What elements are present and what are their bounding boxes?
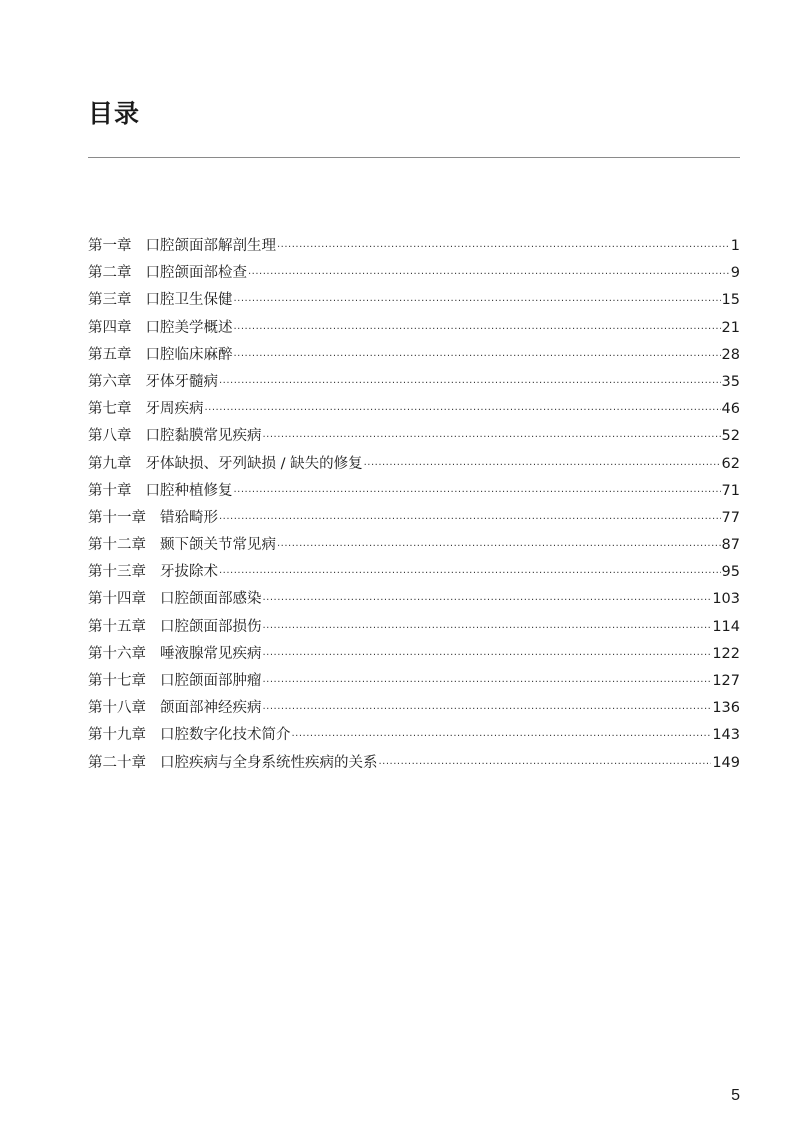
toc-entry[interactable]: [88, 451, 740, 478]
toc-dot-leader: [219, 370, 721, 397]
toc-page-number: 136: [712, 700, 740, 717]
toc-entry[interactable]: [88, 342, 740, 369]
table-of-contents: [88, 233, 740, 777]
toc-chapter-label: 第十六章: [88, 645, 146, 662]
toc-entry[interactable]: [88, 478, 740, 505]
toc-entry[interactable]: [88, 722, 740, 749]
toc-chapter-title: 牙周疾病: [145, 401, 204, 418]
toc-chapter-title: 唾液腺常见疾病: [160, 645, 262, 662]
toc-chapter-title: 口腔数字化技术简介: [160, 727, 291, 744]
toc-chapter-label: 第十九章: [88, 727, 146, 744]
toc-chapter-label: 第十四章: [88, 591, 146, 608]
toc-chapter-title: 牙体缺损、牙列缺损 / 缺失的修复: [145, 455, 363, 472]
toc-chapter-title: 口腔黏膜常见疾病: [145, 428, 262, 445]
title-divider: [88, 157, 740, 158]
toc-chapter-title: 口腔疾病与全身系统性疾病的关系: [160, 754, 378, 771]
toc-dot-leader: [263, 669, 712, 696]
toc-chapter-label: 第十八章: [88, 700, 146, 717]
toc-chapter-label: 第十二章: [88, 537, 146, 554]
toc-page-number: 122: [712, 645, 740, 662]
toc-chapter-label: 第五章: [88, 346, 132, 363]
toc-chapter-title: 错𬌗畸形: [160, 509, 218, 526]
page-number: 5: [731, 1087, 740, 1104]
toc-entry[interactable]: [88, 233, 740, 260]
toc-chapter-title: 口腔美学概述: [145, 319, 233, 336]
toc-entry[interactable]: [88, 695, 740, 722]
toc-chapter-title: 口腔颌面部检查: [145, 265, 247, 282]
toc-page-number: 21: [721, 319, 740, 336]
toc-chapter-title: 牙拔除术: [160, 564, 218, 581]
toc-page-number: 143: [712, 727, 740, 744]
toc-dot-leader: [379, 751, 712, 778]
toc-dot-leader: [234, 316, 721, 343]
toc-chapter-title: 口腔颌面部解剖生理: [145, 238, 276, 254]
toc-chapter-label: 第八章: [88, 428, 132, 445]
toc-dot-leader: [364, 452, 721, 479]
toc-entry[interactable]: [88, 641, 740, 668]
toc-page-number: 114: [712, 618, 740, 635]
toc-entry[interactable]: [88, 287, 740, 314]
toc-dot-leader: [263, 696, 712, 723]
toc-chapter-title: 口腔颌面部肿瘤: [160, 673, 262, 689]
toc-chapter-label: 第九章: [88, 455, 132, 472]
toc-chapter-title: 颞下颌关节常见病: [160, 537, 276, 554]
toc-page-number: 87: [721, 537, 740, 554]
toc-dot-leader: [234, 479, 721, 506]
toc-dot-leader: [219, 560, 721, 587]
toc-dot-leader: [277, 533, 721, 560]
toc-chapter-title: 牙体牙髓病: [145, 373, 218, 390]
toc-chapter-label: 第十一章: [88, 509, 146, 526]
toc-page-number: 62: [721, 455, 740, 472]
toc-dot-leader: [277, 234, 730, 261]
toc-entry[interactable]: [88, 614, 740, 641]
toc-dot-leader: [263, 587, 712, 614]
toc-entry[interactable]: [88, 559, 740, 586]
toc-chapter-label: 第六章: [88, 373, 132, 390]
toc-page-number: 95: [721, 564, 740, 581]
toc-page-number: 28: [721, 346, 740, 363]
toc-dot-leader: [248, 261, 730, 288]
toc-chapter-label: 第十七章: [88, 673, 146, 689]
toc-chapter-label: 第十章: [88, 482, 132, 499]
toc-entry[interactable]: [88, 315, 740, 342]
page-title: 目录: [88, 99, 141, 128]
toc-dot-leader: [263, 615, 712, 642]
toc-dot-leader: [263, 424, 721, 451]
toc-entry[interactable]: [88, 260, 740, 287]
toc-page-number: 103: [712, 591, 740, 608]
toc-entry[interactable]: [88, 505, 740, 532]
toc-page-number: 77: [721, 509, 740, 526]
toc-page-number: 9: [730, 265, 740, 282]
toc-dot-leader: [234, 343, 721, 370]
toc-chapter-label: 第十五章: [88, 618, 146, 635]
toc-chapter-label: 第二十章: [88, 754, 146, 771]
toc-entry[interactable]: [88, 586, 740, 613]
toc-chapter-label: 第一章: [88, 238, 132, 254]
toc-chapter-title: 口腔颌面部感染: [160, 591, 262, 608]
toc-chapter-title: 口腔卫生保健: [145, 292, 233, 309]
toc-page-number: 149: [712, 754, 740, 771]
toc-chapter-title: 口腔临床麻醉: [145, 346, 233, 363]
toc-dot-leader: [219, 506, 721, 533]
toc-page-number: 35: [721, 373, 740, 390]
toc-entry[interactable]: [88, 750, 740, 777]
toc-chapter-label: 第四章: [88, 319, 132, 336]
toc-entry[interactable]: [88, 423, 740, 450]
toc-page-number: 1: [730, 238, 740, 254]
toc-entry[interactable]: [88, 668, 740, 695]
toc-chapter-title: 颌面部神经疾病: [160, 700, 262, 717]
toc-dot-leader: [205, 397, 721, 424]
toc-chapter-title: 口腔颌面部损伤: [160, 618, 262, 635]
toc-page-number: 52: [721, 428, 740, 445]
toc-dot-leader: [263, 642, 712, 669]
toc-chapter-title: 口腔种植修复: [145, 482, 233, 499]
toc-page-number: 71: [721, 482, 740, 499]
toc-chapter-label: 第二章: [88, 265, 132, 282]
toc-dot-leader: [292, 723, 712, 750]
toc-chapter-label: 第七章: [88, 401, 132, 418]
toc-page-number: 15: [721, 292, 740, 309]
toc-dot-leader: [234, 288, 721, 315]
toc-page-number: 127: [712, 673, 740, 689]
toc-chapter-label: 第三章: [88, 292, 132, 309]
toc-page-number: 46: [721, 401, 740, 418]
toc-entry[interactable]: [88, 532, 740, 559]
toc-chapter-label: 第十三章: [88, 564, 146, 581]
toc-entry[interactable]: [88, 369, 740, 396]
toc-entry[interactable]: [88, 396, 740, 423]
